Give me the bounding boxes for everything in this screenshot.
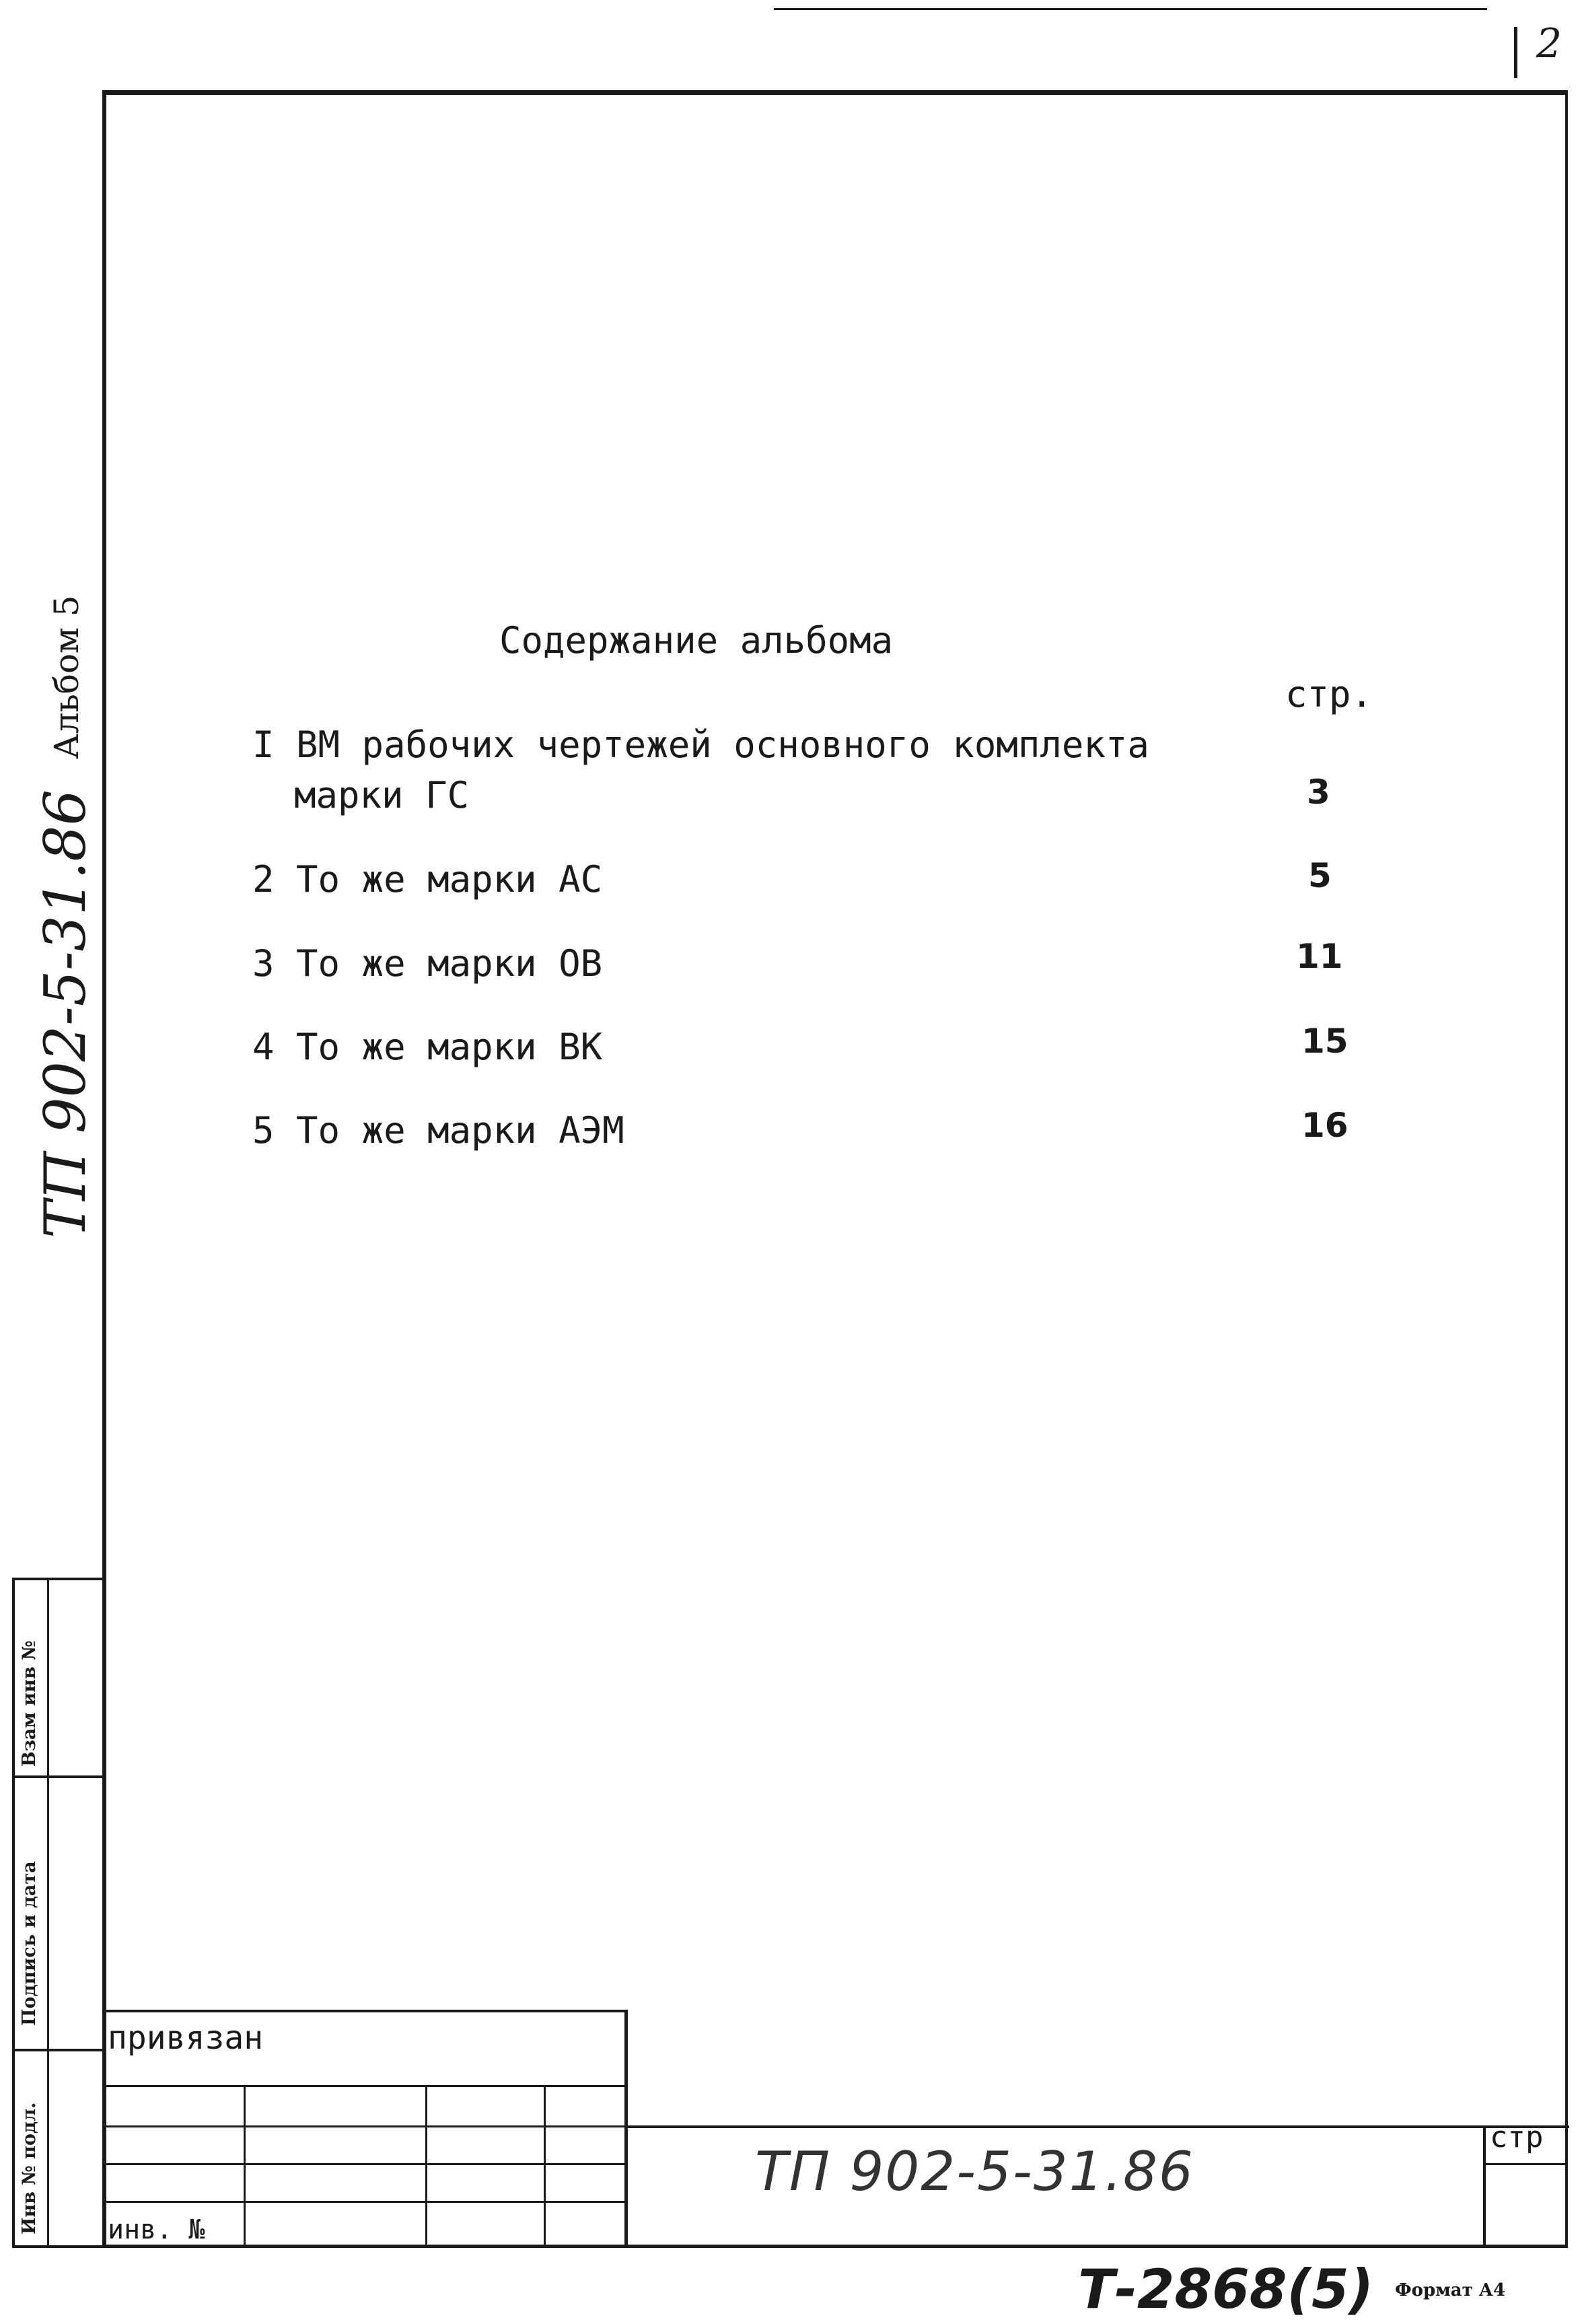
top-rule	[774, 8, 1487, 10]
contents-title: Содержание альбома	[499, 619, 894, 662]
contents-item-4: 4 То же марки ВК	[252, 1026, 603, 1068]
paper-format: Формат А4	[1395, 2280, 1506, 2300]
side-cell-replace-inv: Взам инв №	[19, 1640, 40, 1767]
side-cell-signature-date: Подпись и дата	[19, 1861, 40, 2026]
bound-table-col-3	[544, 2085, 546, 2247]
side-column-bottom	[12, 2245, 106, 2248]
side-column-top	[12, 1578, 106, 1580]
sheet-cell-left	[1483, 2125, 1486, 2247]
bound-label: привязан	[108, 2019, 264, 2057]
contents-item-5-page: 16	[1301, 1106, 1349, 1145]
bound-table-col-1	[244, 2085, 246, 2247]
code-side-label: ТП 902-5-31.86	[32, 789, 98, 1238]
drawing-frame	[102, 90, 1568, 2248]
contents-item-2: 2 То же марки АС	[252, 858, 603, 901]
bound-table-top	[102, 2010, 627, 2012]
bound-table-row-2	[102, 2125, 627, 2127]
contents-item-2-page: 5	[1308, 856, 1332, 895]
doc-code: ТП 902-5-31.86	[755, 2140, 1194, 2203]
inv-label: инв. №	[108, 2214, 205, 2245]
document-number: Т-2868(5)	[1078, 2258, 1374, 2321]
contents-pages-header: стр.	[1285, 673, 1373, 715]
contents-item-3-page: 11	[1296, 937, 1343, 976]
side-cell-inv-original: Инв № подл.	[19, 2102, 40, 2234]
contents-item-1-line1: I ВМ рабочих чертежей основного комплекта	[252, 724, 1149, 766]
bound-table-col-2	[425, 2085, 427, 2247]
page-number: 2	[1536, 20, 1562, 67]
bound-table-row-4	[102, 2201, 627, 2203]
page-number-tick	[1514, 27, 1517, 78]
side-column-sep-1	[12, 1775, 106, 1778]
contents-item-5: 5 То же марки АЭМ	[252, 1109, 624, 1152]
bound-table-row-3	[102, 2163, 627, 2165]
sheet-label: стр	[1490, 2120, 1544, 2154]
sheet-cell-divider	[1483, 2163, 1568, 2165]
bound-table-right	[624, 2010, 628, 2247]
album-side-label: Альбом 5	[47, 595, 86, 759]
side-column-divider	[47, 1578, 49, 2248]
contents-item-1-page: 3	[1307, 773, 1330, 812]
contents-item-4-page: 15	[1301, 1022, 1349, 1061]
side-column-sep-2	[12, 2049, 106, 2051]
contents-item-3: 3 То же марки ОВ	[252, 942, 603, 985]
doc-block-top	[627, 2125, 1569, 2128]
side-column-left	[12, 1578, 15, 2248]
contents-item-1-line2: марки ГС	[294, 774, 470, 816]
bound-table-row-1	[102, 2085, 627, 2087]
